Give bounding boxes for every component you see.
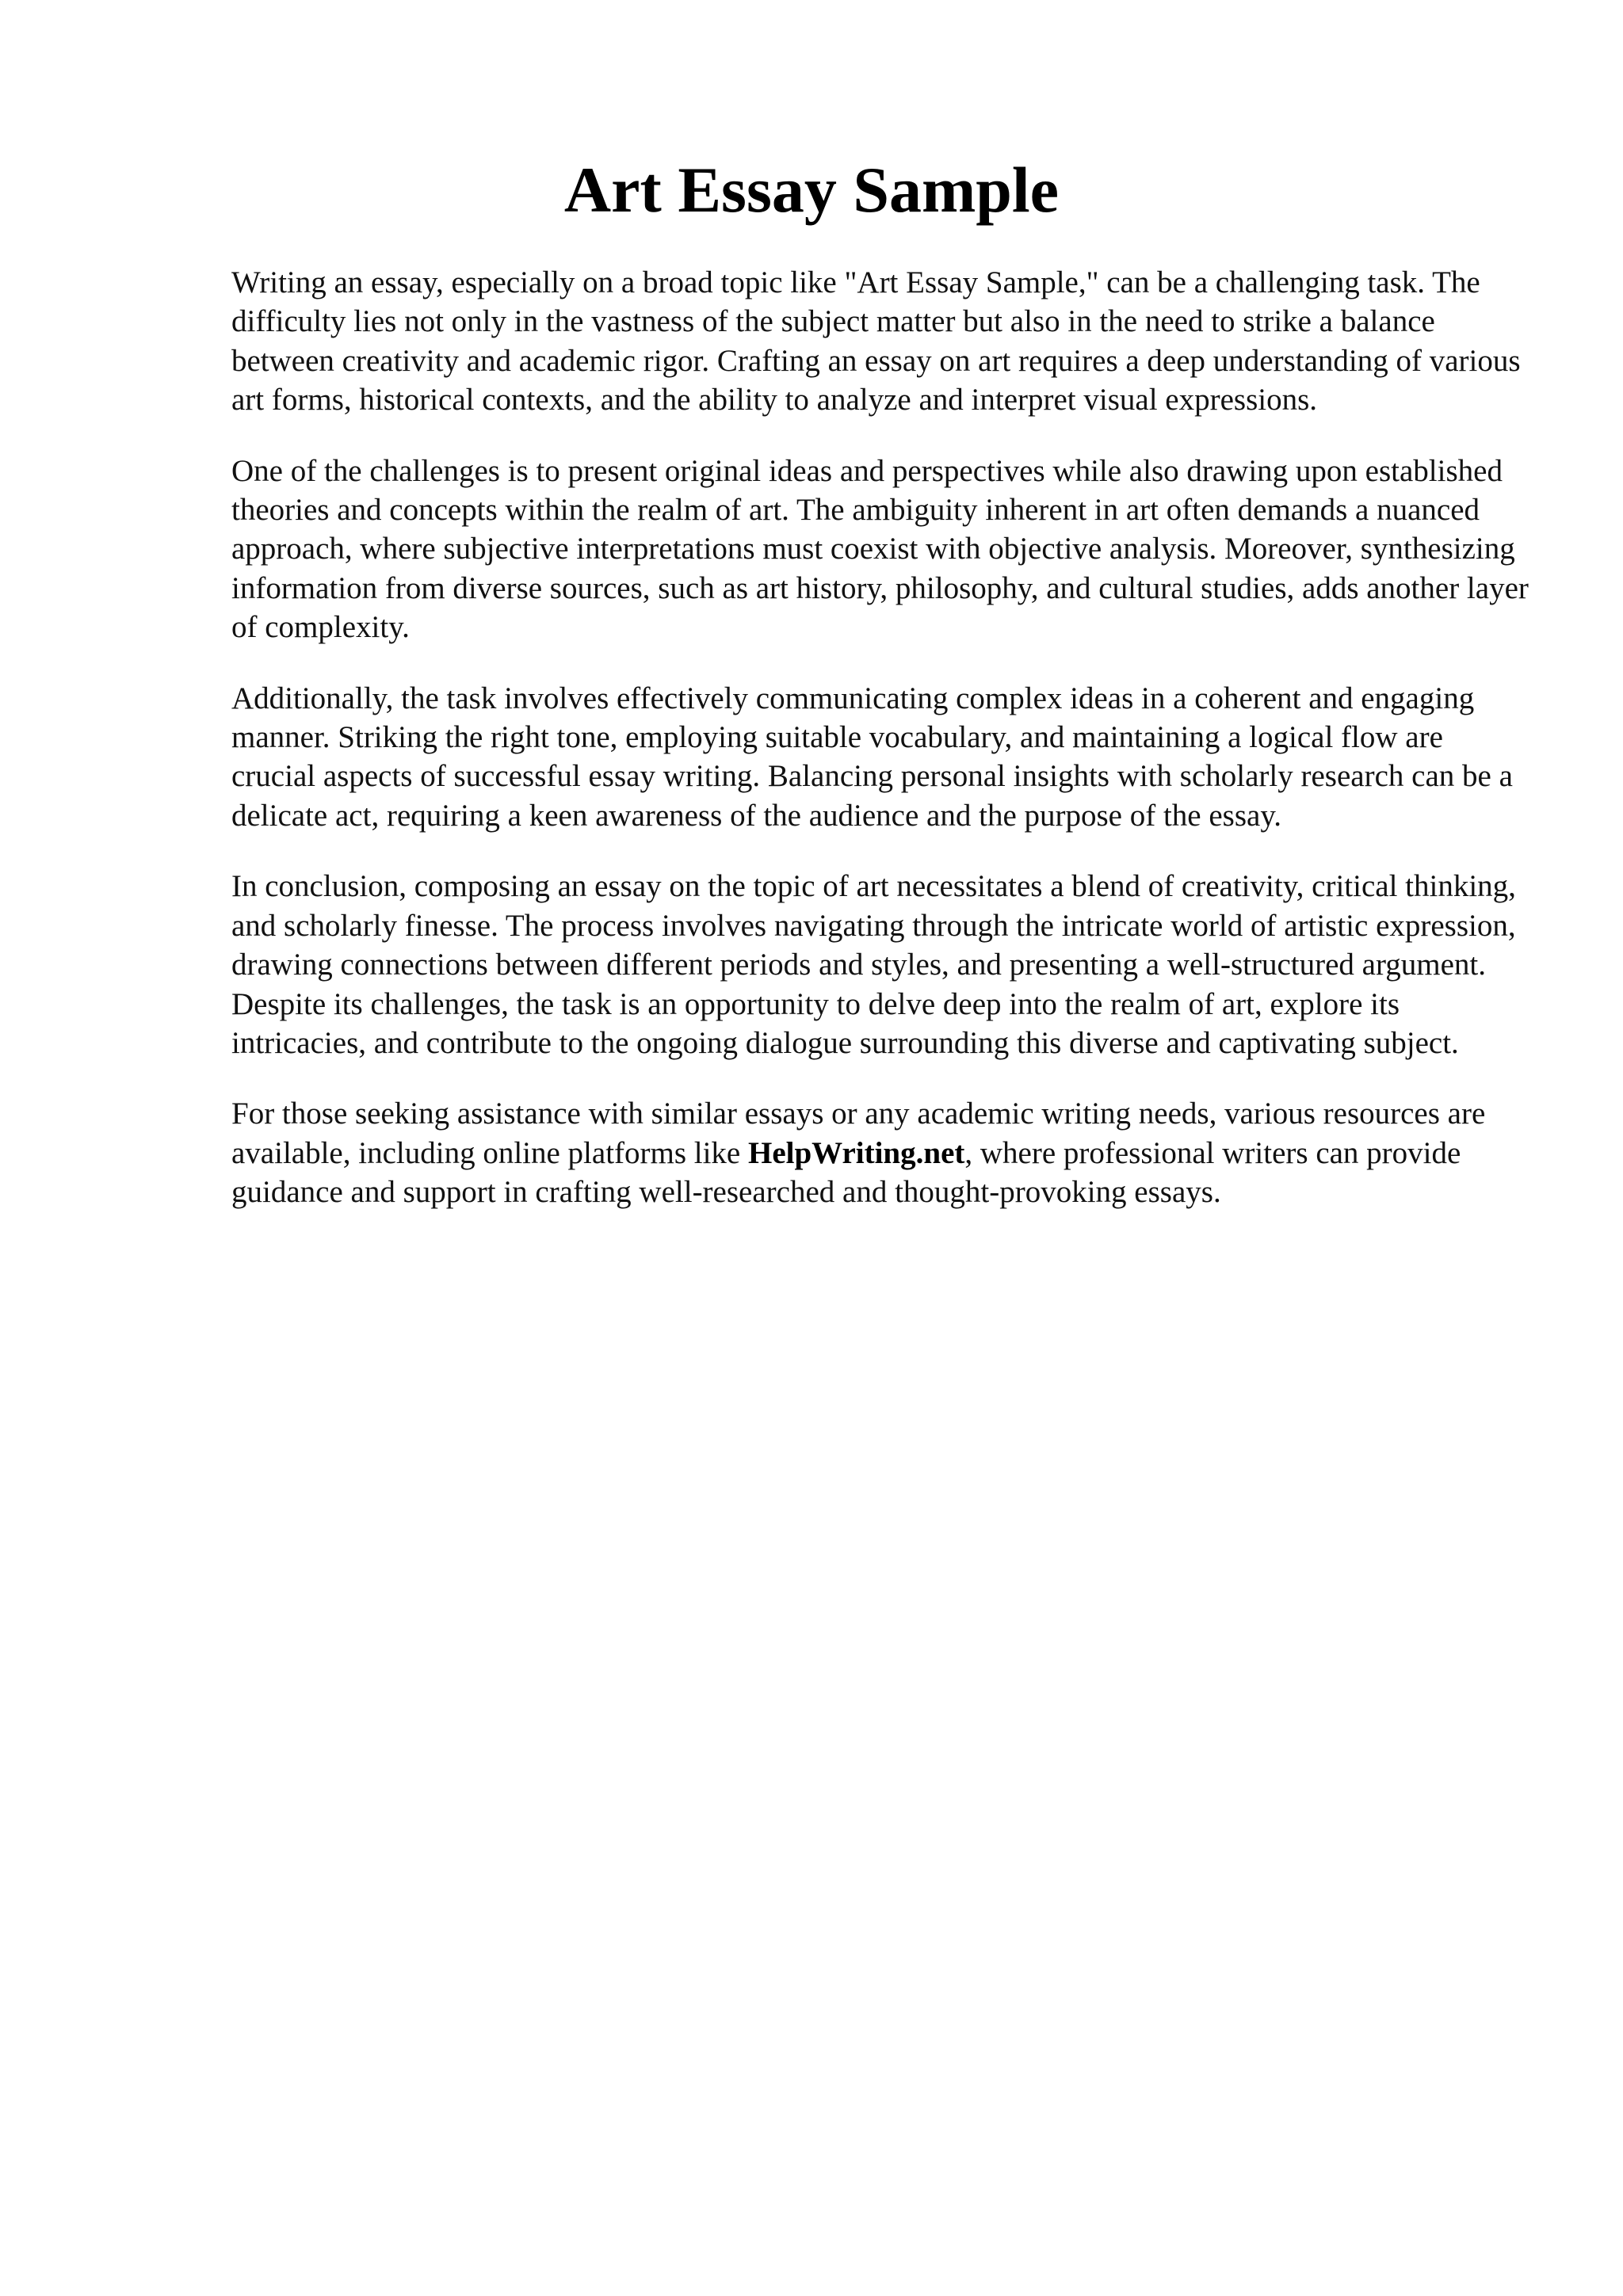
paragraph-3: Additionally, the task involves effectively communicating complex ideas in a coherent and engaging manner. Striking the right tone, employing suitable vocabulary, and maintaining a logical flow are crucial aspects of successful essay writing. Balancing personal insights with scholarly research can be a delicate act, requiring a keen awareness of the audience and the purpose of the essay. <box>231 681 1513 833</box>
paragraph-1: Writing an essay, especially on a broad topic like "Art Essay Sample," can be a challenging task. The difficulty lies not only in the vastness of the subject matter but also in the need to strike a balance between creativity and academic rigor. Crafting an essay on art requires a deep understanding of various art forms, historical contexts, and the ability to analyze and interpret visual expressions. <box>231 265 1521 418</box>
page-title: Art Essay Sample <box>563 154 1060 226</box>
closing-paragraph <box>231 1094 1531 1211</box>
paragraph-2: One of the challenges is to present original ideas and perspectives while also drawing upon established theories and concepts within the realm of art. The ambiguity inherent in art often demands a nuanced approach, where subjective interpretations must coexist with objective analysis. Moreover, synthesizing information from diverse sources, such as art history, philosophy, and cultural studies, adds another layer of complexity. <box>231 453 1529 645</box>
helpwriting-link[interactable]: HelpWriting.net <box>748 1135 965 1170</box>
closing-text-after: , where professional writers can provide guidance and support in crafting well-researched and thought-provoking essays. <box>231 1135 1461 1210</box>
closing-text-before: For those seeking assistance with similar essays or any academic writing needs, various resources are available, including online platforms like <box>231 1097 1486 1170</box>
essay-body <box>231 263 1531 1244</box>
paragraph-4: In conclusion, composing an essay on the topic of art necessitates a blend of creativity, critical thinking, and scholarly finesse. The process involves navigating through the intricate world of artistic expression, drawing connections between different periods and styles, and presenting a well-structured argument. Despite its challenges, the task is an opportunity to delve deep into the realm of art, explore its intricacies, and contribute to the ongoing dialogue surrounding this diverse and captivating subject. <box>231 869 1516 1060</box>
